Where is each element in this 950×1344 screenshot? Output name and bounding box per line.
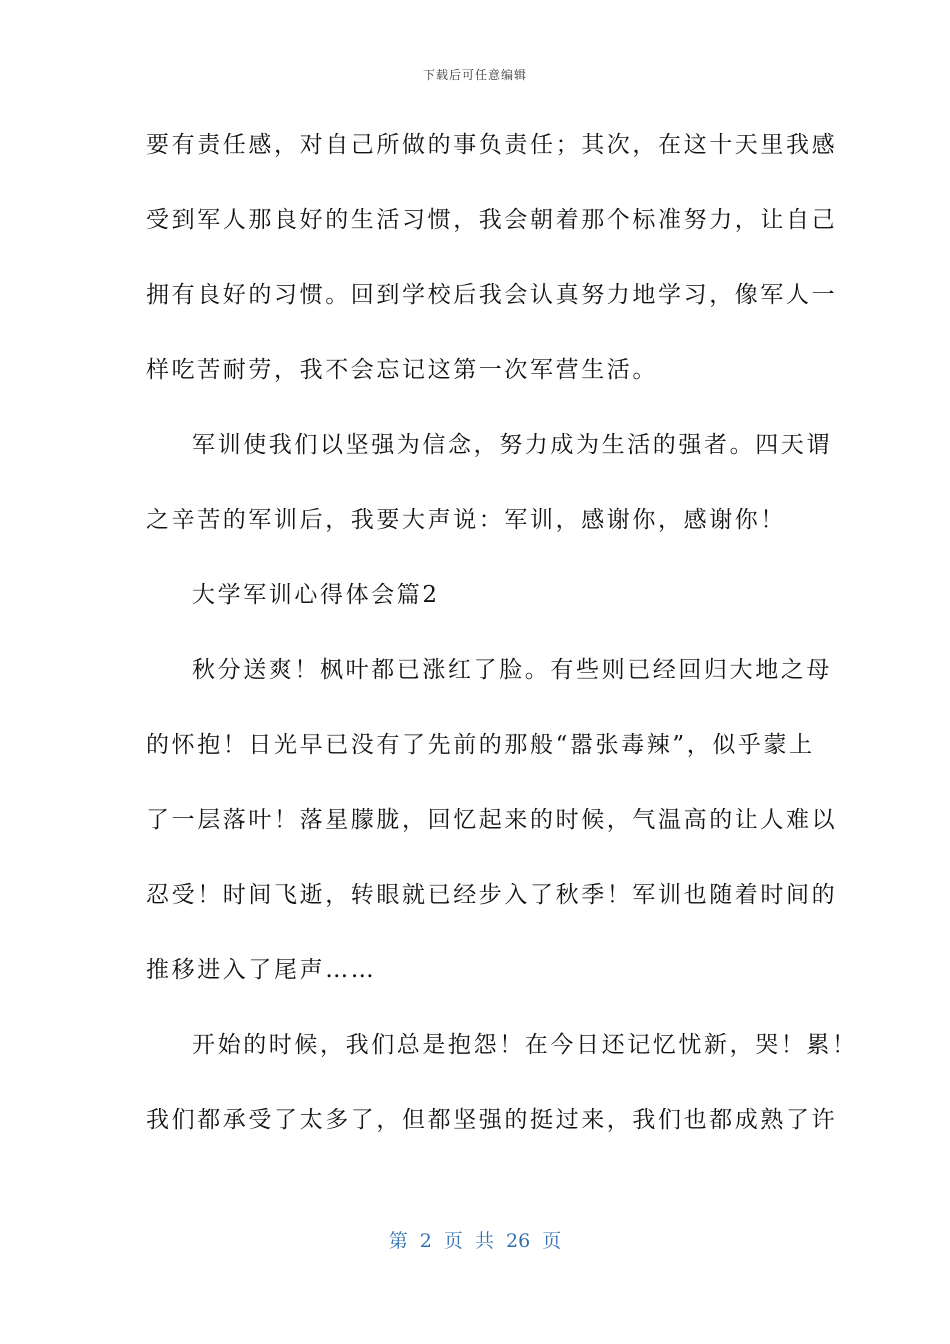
- text-line: 军训使我们以坚强为信念，努力成为生活的强者。四天谓: [192, 432, 832, 458]
- text-line: 我们都承受了太多了，但都坚强的挺过来，我们也都成熟了许: [146, 1107, 838, 1133]
- text-line: 受到军人那良好的生活习惯，我会朝着那个标准努力，让自己: [146, 207, 838, 233]
- text-line: 秋分送爽！枫叶都已涨红了脸。有些则已经回归大地之母: [192, 657, 832, 683]
- text-line: 拥有良好的习惯。回到学校后我会认真努力地学习，像军人一: [146, 282, 838, 308]
- page-header: 下载后可任意编辑: [422, 68, 527, 82]
- page-number-footer: 第 2 页 共 26 页: [388, 1230, 562, 1252]
- text-line: 要有责任感，对自己所做的事负责任；其次，在这十天里我感: [146, 132, 838, 158]
- text-line: 忍受！时间飞逝，转眼就已经步入了秋季！军训也随着时间的: [146, 882, 838, 908]
- text-line: 样吃苦耐劳，我不会忘记这第一次军营生活。: [146, 357, 658, 383]
- text-line: 开始的时候，我们总是抱怨！在今日还记忆忧新，哭！累！: [192, 1032, 858, 1058]
- text-line: 推移进入了尾声……: [146, 957, 377, 983]
- section-heading: 大学军训心得体会篇2: [192, 582, 440, 608]
- text-line: 之辛苦的军训后，我要大声说：军训，感谢你，感谢你！: [146, 507, 786, 533]
- text-line: 的怀抱！日光早已没有了先前的那般“嚣张毒辣”，似乎蒙上: [146, 732, 815, 758]
- text-line: 了一层落叶！落星朦胧，回忆起来的时候，气温高的让人难以: [146, 807, 838, 833]
- document-body: [146, 122, 858, 1172]
